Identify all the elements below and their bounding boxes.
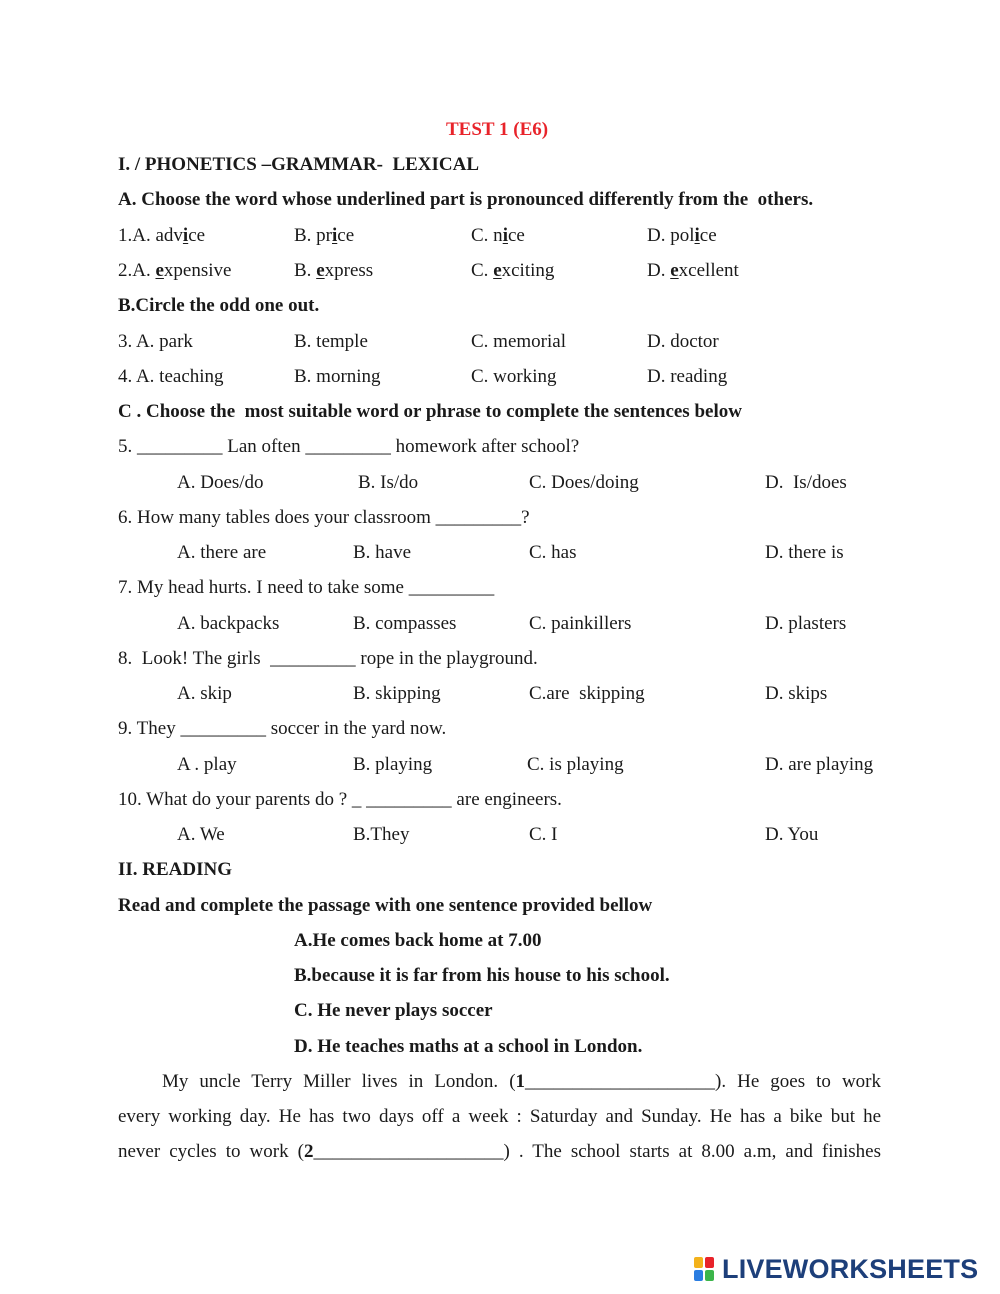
q3-option-c[interactable]: C. memorial: [471, 331, 566, 352]
liveworksheets-logo-icon: [694, 1256, 716, 1282]
liveworksheets-logo: [694, 1252, 994, 1286]
q5-option-d[interactable]: D. Is/does: [765, 472, 847, 493]
q2-option-d[interactable]: D. excellent: [647, 260, 739, 281]
q4-option-a[interactable]: 4. A. teaching: [118, 366, 224, 387]
blank-2[interactable]: ____________________: [313, 1141, 504, 1162]
q5-stem: 5. _________ Lan often _________ homework after school?: [118, 436, 580, 457]
q8-stem: 8. Look! The girls _________ rope in the playground.: [118, 648, 538, 669]
q10-option-a[interactable]: A. We: [177, 824, 225, 845]
q5-option-c[interactable]: C. Does/doing: [529, 472, 639, 493]
reading-choice-b: B.because it is far from his house to his school.: [294, 965, 670, 986]
q6-stem: 6. How many tables does your classroom _________?: [118, 507, 530, 528]
passage-line-1: My uncle Terry Miller lives in London. (1____________________). He goes to work: [162, 1071, 881, 1092]
q9-option-b[interactable]: B. playing: [353, 754, 433, 775]
q9-stem: 9. They _________ soccer in the yard now.: [118, 718, 447, 739]
q3-option-b[interactable]: B. temple: [294, 331, 368, 352]
q8-option-c[interactable]: C.are skipping: [529, 683, 645, 704]
q7-option-d[interactable]: D. plasters: [765, 613, 847, 634]
reading-choice-a: A.He comes back home at 7.00: [294, 930, 542, 951]
passage-line-3: never cycles to work (2____________________) . The school starts at 8.00 a.m, and finishes: [118, 1141, 881, 1162]
q2-option-a[interactable]: 2.A. expensive: [118, 260, 232, 281]
q4-option-d[interactable]: D. reading: [647, 366, 728, 387]
q7-option-b[interactable]: B. compasses: [353, 613, 457, 634]
q7-option-c[interactable]: C. painkillers: [529, 613, 632, 634]
reading-choice-d: D. He teaches maths at a school in London.: [294, 1036, 643, 1057]
q10-option-d[interactable]: D. You: [765, 824, 819, 845]
q1-option-c[interactable]: C. nice: [471, 225, 525, 246]
part-b-heading: B.Circle the odd one out.: [118, 295, 320, 316]
q9-option-c[interactable]: C. is playing: [527, 754, 624, 775]
q9-option-a[interactable]: A . play: [177, 754, 237, 775]
q7-stem: 7. My head hurts. I need to take some _________: [118, 577, 495, 598]
blank-1[interactable]: ____________________: [525, 1071, 716, 1092]
q6-option-d[interactable]: D. there is: [765, 542, 844, 563]
q1-option-a[interactable]: 1.A. advice: [118, 225, 206, 246]
q2-option-c[interactable]: C. exciting: [471, 260, 555, 281]
section1-heading: I. / PHONETICS –GRAMMAR- LEXICAL: [118, 154, 480, 175]
q8-option-d[interactable]: D. skips: [765, 683, 828, 704]
q4-option-b[interactable]: B. morning: [294, 366, 381, 387]
q7-option-a[interactable]: A. backpacks: [177, 613, 280, 634]
q6-option-a[interactable]: A. there are: [177, 542, 267, 563]
q2-option-b[interactable]: B. express: [294, 260, 374, 281]
q5-option-b[interactable]: B. Is/do: [358, 472, 419, 493]
q1-option-b[interactable]: B. price: [294, 225, 355, 246]
q6-option-b[interactable]: B. have: [353, 542, 412, 563]
q1-option-d[interactable]: D. police: [647, 225, 717, 246]
q10-stem: 10. What do your parents do ? _ _________ are engineers.: [118, 789, 562, 810]
q10-option-b[interactable]: B.They: [353, 824, 410, 845]
q3-option-d[interactable]: D. doctor: [647, 331, 719, 352]
part-a-heading: A. Choose the word whose underlined part is pronounced differently from the others.: [118, 189, 814, 210]
q6-option-c[interactable]: C. has: [529, 542, 577, 563]
q5-option-a[interactable]: A. Does/do: [177, 472, 264, 493]
q4-option-c[interactable]: C. working: [471, 366, 557, 387]
liveworksheets-wordmark: LIVEWORKSHEETS: [722, 1253, 979, 1284]
passage-line-2: every working day. He has two days off a week : Saturday and Sunday. He has a bike but he: [118, 1106, 881, 1127]
part-c-heading: C . Choose the most suitable word or phrase to complete the sentences below: [118, 401, 742, 422]
q10-option-c[interactable]: C. I: [529, 824, 558, 845]
section2-heading: II. READING: [118, 859, 233, 880]
q9-option-d[interactable]: D. are playing: [765, 754, 874, 775]
q8-option-b[interactable]: B. skipping: [353, 683, 441, 704]
page-title: TEST 1 (E6): [446, 119, 549, 140]
reading-choice-c: C. He never plays soccer: [294, 1000, 493, 1021]
q3-option-a[interactable]: 3. A. park: [118, 331, 193, 352]
q8-option-a[interactable]: A. skip: [177, 683, 232, 704]
reading-instruction: Read and complete the passage with one sentence provided bellow: [118, 895, 653, 916]
